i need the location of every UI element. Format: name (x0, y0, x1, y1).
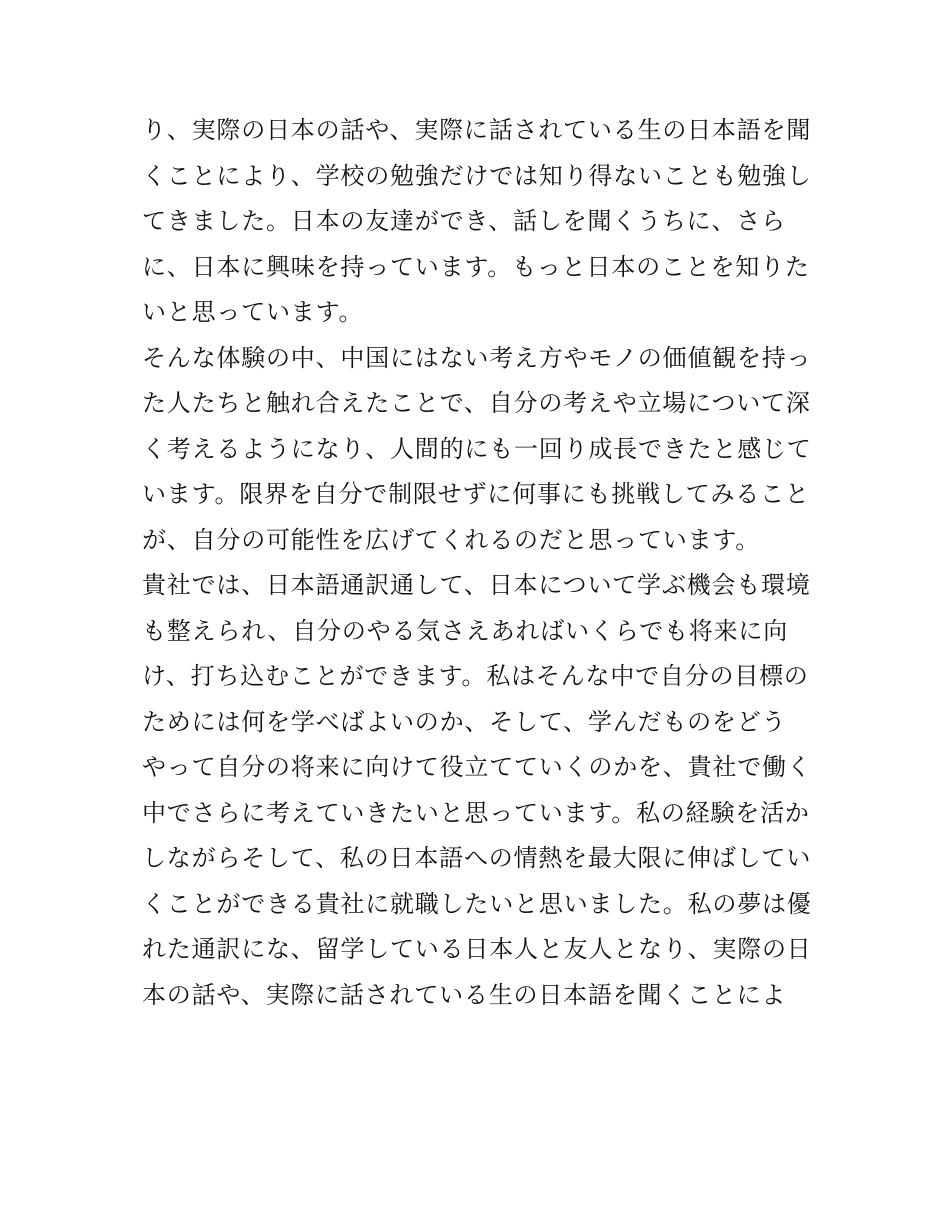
text-line: 貴社では、日本語通訳通して、日本について学ぶ機会も環境 (142, 571, 811, 599)
text-line: やって自分の将来に向けて役立てていくのかを、貴社で働く (142, 753, 812, 781)
text-line: てきました。日本の友達ができ、話しを聞くうちに、さら (142, 207, 786, 235)
text-line: も整えられ、自分のやる気さえあればいくらでも将来に向 (142, 616, 788, 645)
text-line: た人たちと触れ合えたことで、自分の考えや立場について深 (142, 389, 811, 417)
text-line: 本の話や、実際に話されている生の日本語を聞くことによ (142, 980, 787, 1009)
text-line: くことにより、学校の勉強だけでは知り得ないことも勉強し (142, 161, 812, 190)
body-text (142, 108, 822, 1018)
text-line: に、日本に興味を持っています。もっと日本のことを知りた (142, 252, 810, 281)
text-line: ためには何を学べばよいのか、そして、学んだものをどう (142, 707, 787, 736)
text-line: いと思っています。 (142, 298, 364, 326)
text-line: く考えるようになり、人間的にも一回り成長できたと感じて (142, 434, 812, 463)
text-line: います。限界を自分で制限せずに何事にも挑戦してみること (142, 480, 810, 508)
text-line: れた通訳にな、留学している日本人と友人となり、実際の日 (142, 935, 812, 963)
text-line: け、打ち込むことができます。私はそんな中で自分の目標の (142, 662, 809, 690)
text-line: 中でさらに考えていきたいと思っています。私の経験を活か (142, 798, 810, 827)
text-line: くことができる貴社に就職したいと思いました。私の夢は優 (142, 889, 812, 918)
text-line: が、自分の可能性を広げてくれるのだと思っています。 (142, 525, 761, 554)
text-line: り、実際の日本の話や、実際に話されている生の日本語を聞 (142, 116, 812, 144)
text-line: そんな体験の中、中国にはない考え方やモノの価値観を持っ (142, 343, 812, 372)
text-line: しながらそして、私の日本語への情熱を最大限に伸ばしてい (142, 844, 812, 872)
